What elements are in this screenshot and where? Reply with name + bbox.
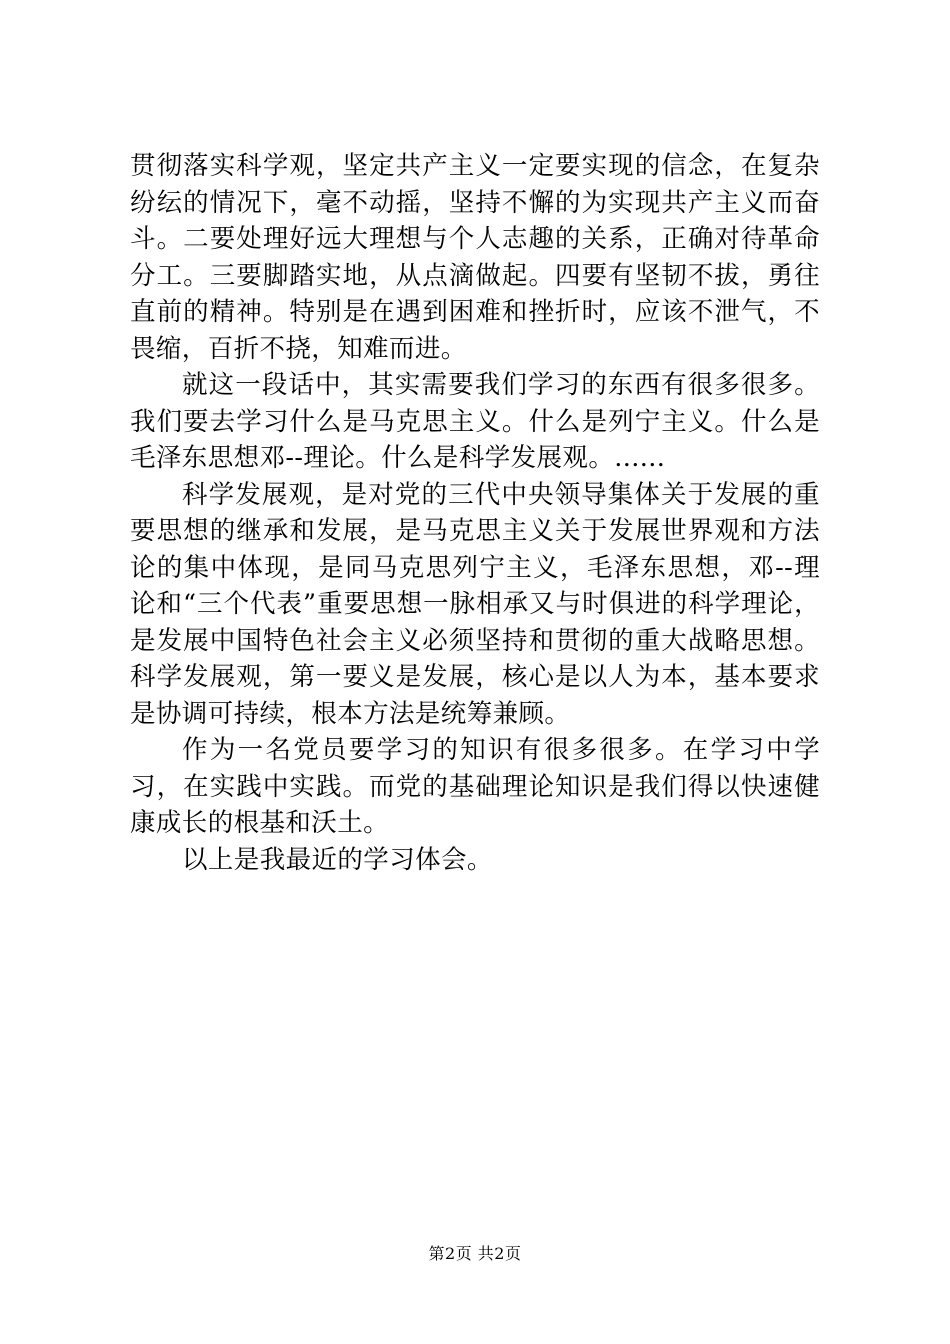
paragraph-study-content: 就这一段话中，其实需要我们学习的东西有很多很多。我们要去学习什么是马克思主义。什么是列宁主义。什么是毛泽东思想邓--理论。什么是科学发展观。...... [130,370,820,473]
document-body [130,148,820,878]
page-number-footer: 第2页 共2页 [428,1244,522,1263]
paragraph-conclusion: 以上是我最近的学习体会。 [182,844,493,875]
paragraph-scientific-outlook: 科学发展观，是对党的三代中央领导集体关于发展的重要思想的继承和发展，是马克思主义关于发展世界观和方法论的集中体现，是同马克思列宁主义，毛泽东思想，邓--理论和“三个代表”重要思想一脉相承又与时俱进的科学理论，是发展中国特色社会主义必须坚持和贯彻的重大战略思想。科学发展观，第一要义是发展，核心是以人为本，基本要求是协调可持续，根本方法是统筹兼顾。 [130,479,820,729]
paragraph-party-member: 作为一名党员要学习的知识有很多很多。在学习中学习，在实践中实践。而党的基础理论知识是我们得以快速健康成长的根基和沃土。 [130,735,820,838]
paragraph-continuation: 贯彻落实科学观，坚定共产主义一定要实现的信念，在复杂纷纭的情况下，毫不动摇，坚持不懈的为实现共产主义而奋斗。二要处理好远大理想与个人志趣的关系，正确对待革命分工。三要脚踏实地，从点滴做起。四要有坚韧不拔，勇往直前的精神。特别是在遇到困难和挫折时，应该不泄气，不畏缩，百折不挠，知难而进。 [130,151,820,364]
